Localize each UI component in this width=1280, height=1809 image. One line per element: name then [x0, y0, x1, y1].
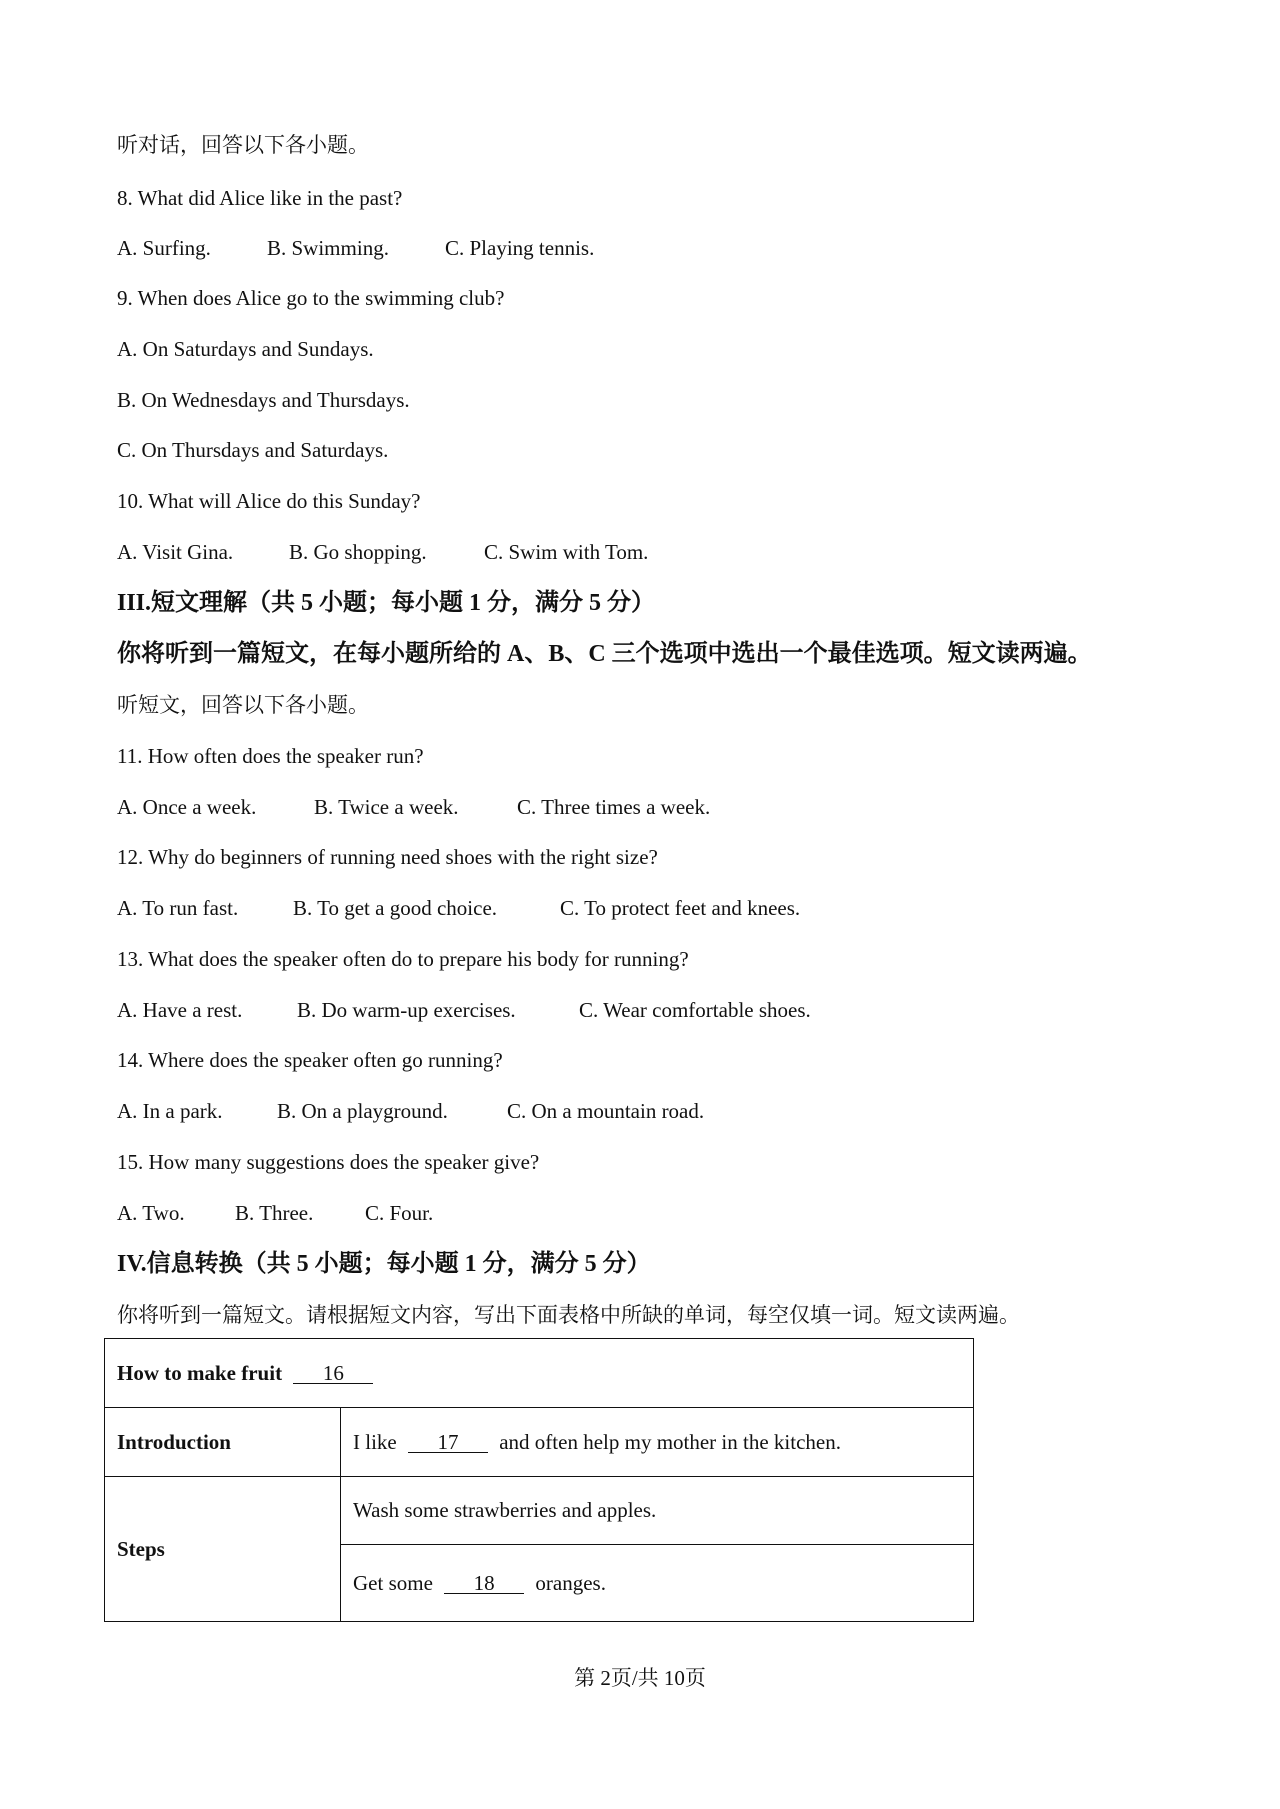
question-15: 15. How many suggestions does the speaker give? — [117, 1150, 540, 1174]
q9-option-a[interactable]: A. On Saturdays and Sundays. — [117, 337, 374, 361]
section-4-heading: IV.信息转换（共 5 小题；每小题 1 分，满分 5 分） — [117, 1251, 651, 1277]
fruit-info-table — [104, 1338, 974, 1622]
question-8: 8. What did Alice like in the past? — [117, 186, 403, 210]
question-15-options — [117, 1198, 433, 1228]
q10-option-a[interactable]: A. Visit Gina. — [117, 540, 234, 564]
q11-option-a[interactable]: A. Once a week. — [117, 795, 257, 819]
q14-option-a[interactable]: A. In a park. — [117, 1099, 223, 1123]
section-3-instruction-bold: 你将听到一篇短文，在每小题所给的 A、B、C 三个选项中选出一个最佳选项。短文读两遍。 — [117, 641, 1092, 667]
question-13: 13. What does the speaker often do to prepare his body for running? — [117, 947, 689, 971]
question-14: 14. Where does the speaker often go running? — [117, 1048, 503, 1072]
introduction-label: Introduction — [105, 1408, 341, 1477]
q9-option-b[interactable]: B. On Wednesdays and Thursdays. — [117, 388, 410, 412]
question-13-options — [117, 995, 811, 1025]
intro-suffix: and often help my mother in the kitchen. — [499, 1429, 841, 1454]
question-10-options — [117, 537, 648, 567]
table-row-step-1 — [105, 1477, 974, 1545]
q13-option-b[interactable]: B. Do warm-up exercises. — [297, 998, 516, 1022]
q10-option-b[interactable]: B. Go shopping. — [289, 540, 427, 564]
question-8-options — [117, 233, 594, 263]
step-2-prefix: Get some — [353, 1570, 433, 1595]
question-12-options — [117, 893, 800, 923]
q8-option-c[interactable]: C. Playing tennis. — [445, 236, 595, 260]
question-12: 12. Why do beginners of running need shoes with the right size? — [117, 845, 658, 869]
q12-option-a[interactable]: A. To run fast. — [117, 896, 239, 920]
question-14-options — [117, 1096, 704, 1126]
section-3-instruction: 听短文，回答以下各小题。 — [117, 693, 369, 717]
table-title: How to make fruit — [117, 1360, 283, 1385]
table-title-cell — [105, 1339, 974, 1408]
q12-option-c[interactable]: C. To protect feet and knees. — [560, 896, 801, 920]
q12-option-b[interactable]: B. To get a good choice. — [293, 896, 498, 920]
q15-option-c[interactable]: C. Four. — [365, 1201, 434, 1225]
question-11-options — [117, 792, 710, 822]
q8-option-b[interactable]: B. Swimming. — [267, 236, 389, 260]
question-10: 10. What will Alice do this Sunday? — [117, 489, 421, 513]
q15-option-a[interactable]: A. Two. — [117, 1201, 185, 1225]
introduction-cell — [341, 1408, 974, 1477]
table-row-introduction — [105, 1408, 974, 1477]
intro-prefix: I like — [353, 1429, 397, 1454]
q14-option-b[interactable]: B. On a playground. — [277, 1099, 448, 1123]
q11-option-c[interactable]: C. Three times a week. — [517, 795, 711, 819]
question-9: 9. When does Alice go to the swimming club? — [117, 286, 505, 310]
q9-option-c[interactable]: C. On Thursdays and Saturdays. — [117, 438, 389, 462]
steps-label: Steps — [105, 1477, 341, 1622]
step-1-cell: Wash some strawberries and apples. — [341, 1477, 974, 1545]
blank-16[interactable]: 16 — [293, 1363, 373, 1384]
section-3-heading: III.短文理解（共 5 小题；每小题 1 分，满分 5 分） — [117, 590, 656, 616]
q14-option-c[interactable]: C. On a mountain road. — [507, 1099, 705, 1123]
dialogue-instruction: 听对话，回答以下各小题。 — [117, 133, 369, 157]
q15-option-b[interactable]: B. Three. — [235, 1201, 314, 1225]
q13-option-a[interactable]: A. Have a rest. — [117, 998, 243, 1022]
q11-option-b[interactable]: B. Twice a week. — [314, 795, 459, 819]
section-4-instruction: 你将听到一篇短文。请根据短文内容，写出下面表格中所缺的单词，每空仅填一词。短文读两遍。 — [117, 1303, 1020, 1327]
page-number: 第 2页/共 10页 — [574, 1666, 706, 1690]
q10-option-c[interactable]: C. Swim with Tom. — [484, 540, 649, 564]
blank-17[interactable]: 17 — [408, 1432, 488, 1453]
q13-option-c[interactable]: C. Wear comfortable shoes. — [579, 998, 811, 1022]
q8-option-a[interactable]: A. Surfing. — [117, 236, 211, 260]
table-row-title — [105, 1339, 974, 1408]
blank-18[interactable]: 18 — [444, 1573, 524, 1594]
step-2-cell — [341, 1545, 974, 1622]
step-2-suffix: oranges. — [535, 1570, 606, 1595]
question-11: 11. How often does the speaker run? — [117, 744, 424, 768]
